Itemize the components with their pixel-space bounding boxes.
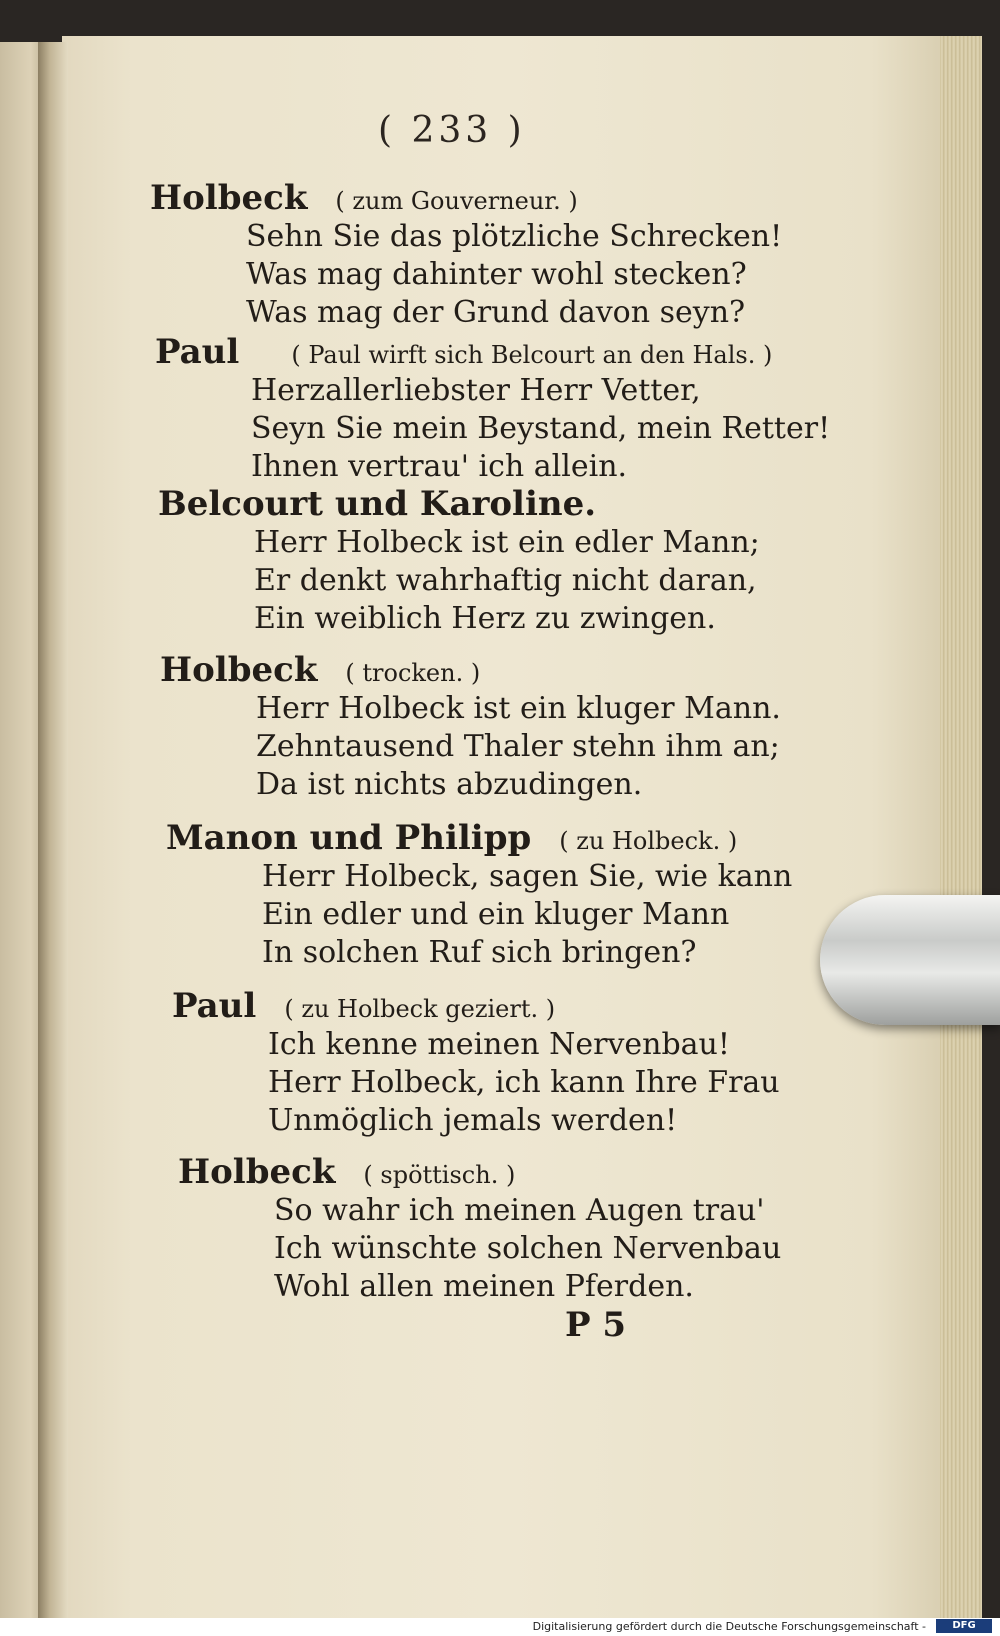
stage-direction: ( zu Holbeck. ) (559, 827, 738, 855)
verse-line: Ich kenne meinen Nervenbau! (268, 1027, 730, 1062)
verse-line: Sehn Sie das plötzliche Schrecken! (246, 219, 783, 254)
verse-line: Zehntausend Thaler stehn ihm an; (256, 729, 780, 764)
speech-block-5 (166, 818, 792, 972)
stage-direction: ( Paul wirft sich Belcourt an den Hals. ) (291, 341, 773, 369)
verse-line: Was mag der Grund davon seyn? (246, 295, 746, 330)
verse-line: Ihnen vertrau' ich allein. (251, 449, 628, 484)
speaker-name: Paul (155, 332, 240, 372)
dfg-logo: DFG (936, 1619, 992, 1633)
speech-block-6 (172, 986, 780, 1140)
book-gutter (38, 42, 68, 1627)
speaker-name: Manon und Philipp (166, 818, 532, 858)
verse-line: Seyn Sie mein Beystand, mein Retter! (251, 411, 831, 446)
verse-line: Herr Holbeck, sagen Sie, wie kann (262, 859, 793, 894)
page-clip (820, 895, 1000, 1025)
speaker-name: Holbeck (150, 178, 308, 218)
speaker-name: Belcourt und Karoline. (158, 484, 597, 524)
verse-line: Ich wünschte solchen Nervenbau (274, 1231, 782, 1266)
speaker-name: Holbeck (178, 1152, 336, 1192)
speech-block-3 (158, 484, 760, 638)
funding-credit: Digitalisierung gefördert durch die Deutsche Forschungsgemeinschaft - (532, 1620, 926, 1633)
stage-direction: ( trocken. ) (345, 659, 481, 687)
stage-direction: ( zum Gouverneur. ) (335, 187, 578, 215)
verse-line: Ein weiblich Herz zu zwingen. (254, 601, 716, 636)
verse-line: Herr Holbeck ist ein edler Mann; (254, 525, 760, 560)
catchword: P 5 (565, 1305, 627, 1345)
speech-block-2 (155, 332, 830, 486)
speaker-name: Paul (172, 986, 257, 1026)
speaker-name: Holbeck (160, 650, 318, 690)
stage-direction: ( zu Holbeck geziert. ) (284, 995, 556, 1023)
verse-line: So wahr ich meinen Augen trau' (274, 1193, 765, 1228)
verse-line: Wohl allen meinen Pferden. (274, 1269, 694, 1304)
verse-line: Er denkt wahrhaftig nicht daran, (254, 563, 757, 598)
page-edges (940, 36, 982, 1628)
verse-line: Was mag dahinter wohl stecken? (246, 257, 747, 292)
verse-line: Ein edler und ein kluger Mann (262, 897, 730, 932)
verse-line: Unmöglich jemals werden! (268, 1103, 678, 1138)
verse-line: In solchen Ruf sich bringen? (262, 935, 697, 970)
speech-block-7 (178, 1152, 781, 1306)
page-number: ( 233 ) (378, 110, 526, 151)
verse-line: Da ist nichts abzudingen. (256, 767, 643, 802)
verse-line: Herzallerliebster Herr Vetter, (251, 373, 701, 408)
verse-line: Herr Holbeck, ich kann Ihre Frau (268, 1065, 780, 1100)
speech-block-4 (160, 650, 781, 804)
speech-block-1 (150, 178, 782, 332)
stage-direction: ( spöttisch. ) (363, 1161, 516, 1189)
verse-line: Herr Holbeck ist ein kluger Mann. (256, 691, 781, 726)
